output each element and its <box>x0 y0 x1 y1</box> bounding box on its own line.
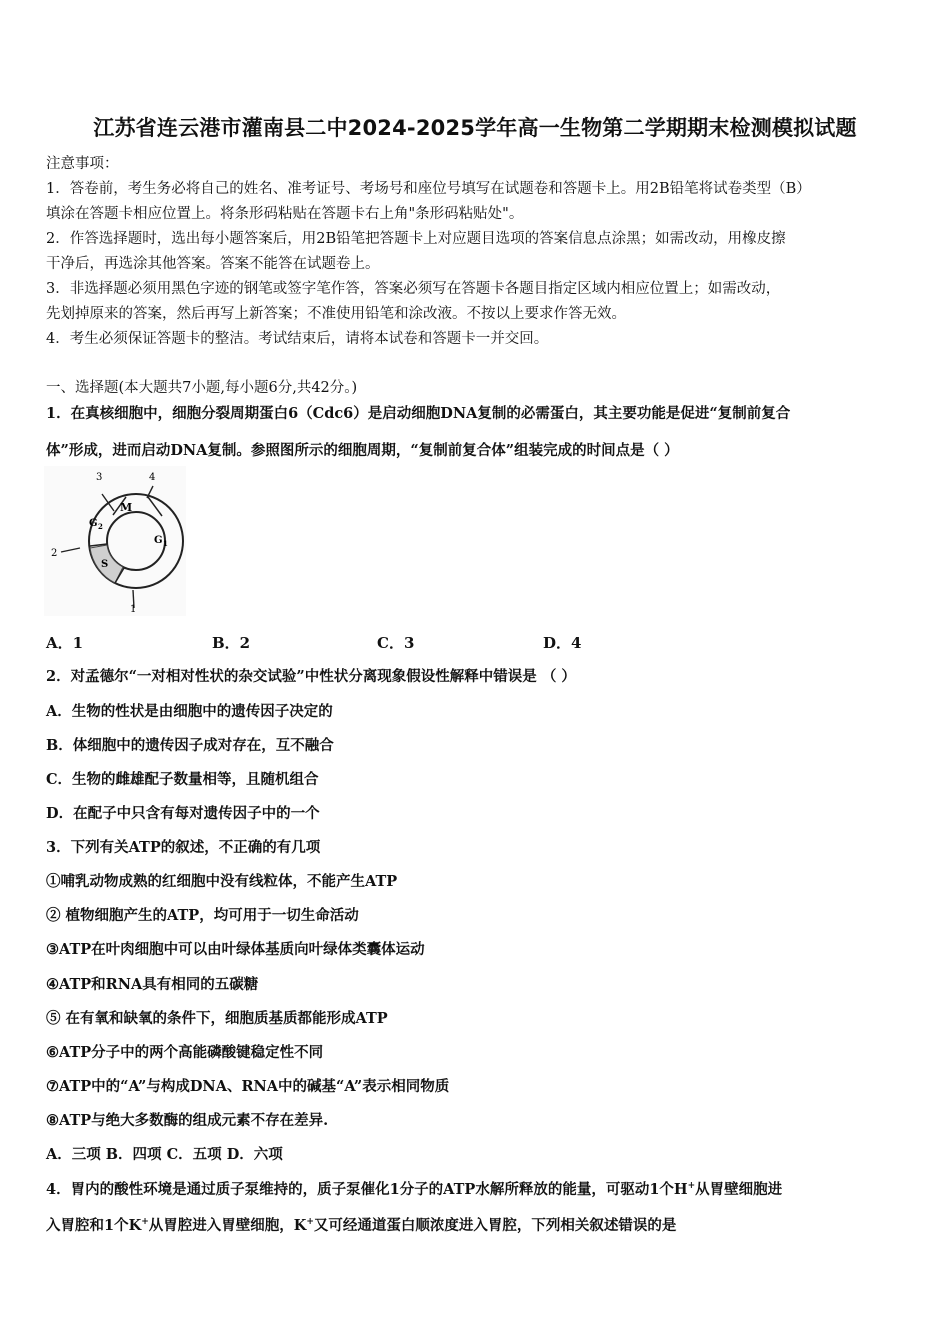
notice-heading: 注意事项： <box>46 156 119 172</box>
question-3-stem: 3．下列有关ATP的叙述，不正确的有几项 <box>46 839 321 856</box>
label-M: M <box>120 501 133 514</box>
question-3-item: ①哺乳动物成熟的红细胞中没有线粒体，不能产生ATP <box>46 873 398 890</box>
superscript-plus: + <box>306 1217 314 1228</box>
notice-line: 先划掉原来的答案，然后再写上新答案；不准使用铅笔和涂改液。不按以上要求作答无效。 <box>46 306 626 322</box>
question-3-item: ③ATP在叶肉细胞中可以由叶绿体基质向叶绿体类囊体运动 <box>46 941 425 958</box>
question-3-item: ② 植物细胞产生的ATP，均可用于一切生命活动 <box>46 907 359 924</box>
notice-line: 填涂在答题卡相应位置上。将条形码粘贴在答题卡右上角"条形码粘贴处"。 <box>46 206 524 222</box>
label-S: S <box>101 559 109 570</box>
question-4-text: 入胃腔和1个K <box>46 1217 142 1234</box>
question-3-item: ④ATP和RNA具有相同的五碳糖 <box>46 976 259 993</box>
question-2-option-c[interactable]: C．生物的雌雄配子数量相等，且随机组合 <box>46 771 319 788</box>
notice-line: 4．考生必须保证答题卡的整洁。考试结束后，请将本试卷和答题卡一并交回。 <box>46 331 549 347</box>
label-4: 4 <box>149 472 156 483</box>
question-1-option-d[interactable]: D．4 <box>543 634 582 652</box>
section-heading: 一、选择题(本大题共7小题,每小题6分,共42分。) <box>46 380 358 396</box>
question-3-item: ⑧ATP与绝大多数酶的组成元素不存在差异. <box>46 1112 329 1129</box>
question-1-option-a[interactable]: A．1 <box>46 634 84 652</box>
question-3-options[interactable]: A．三项 B．四项 C．五项 D．六项 <box>46 1146 283 1163</box>
question-2-option-d[interactable]: D．在配子中只含有每对遗传因子中的一个 <box>46 805 320 822</box>
label-G1-sub: 1 <box>163 539 168 548</box>
label-G2: G <box>89 518 98 529</box>
label-1: 1 <box>130 604 137 615</box>
question-1-stem-cont: 体”形成，进而启动DNA复制。参照图所示的细胞周期，“复制前复合体”组装完成的时间点是（ ） <box>46 442 679 459</box>
question-1-stem: 1．在真核细胞中，细胞分裂周期蛋白6（Cdc6）是启动细胞DNA复制的必需蛋白，其主要功能是促进“复制前复合 <box>46 405 791 422</box>
question-4-text: 又可经通道蛋白顺浓度进入胃腔，下列相关叙述错误的是 <box>313 1217 677 1234</box>
question-2-option-a[interactable]: A．生物的性状是由细胞中的遗传因子决定的 <box>46 703 333 720</box>
cell-cycle-diagram <box>44 466 186 616</box>
question-3-item: ⑥ATP分子中的两个高能磷酸键稳定性不同 <box>46 1044 324 1061</box>
notice-line: 3．非选择题必须用黑色字迹的钢笔或签字笔作答，答案必须写在答题卡各题目指定区域内相应位置上；如需改动， <box>46 281 781 297</box>
notice-line: 1．答卷前，考生务必将自己的姓名、准考证号、考场号和座位号填写在试题卷和答题卡上。用2B铅笔将试卷类型（B） <box>46 181 811 197</box>
question-1-option-c[interactable]: C．3 <box>377 634 415 652</box>
question-4-stem <box>46 1178 782 1199</box>
superscript-plus: + <box>141 1217 149 1228</box>
notice-line: 干净后，再选涂其他答案。答案不能答在试题卷上。 <box>46 256 380 272</box>
label-3: 3 <box>96 472 103 483</box>
question-4-stem-cont <box>46 1214 676 1235</box>
label-2: 2 <box>51 548 58 559</box>
label-G2-sub: 2 <box>98 522 103 531</box>
question-1-option-b[interactable]: B．2 <box>212 634 251 652</box>
superscript-plus: + <box>687 1181 696 1192</box>
question-4-text: 从胃腔进入胃壁细胞，K <box>148 1217 307 1234</box>
question-4-text: 4．胃内的酸性环境是通过质子泵维持的，质子泵催化1分子的ATP水解所释放的能量，可驱动1个H <box>46 1181 688 1198</box>
notice-line: 2．作答选择题时，选出每小题答案后，用2B铅笔把答题卡上对应题目选项的答案信息点涂黑；如需改动，用橡皮擦 <box>46 231 786 247</box>
label-G1: G <box>154 535 163 546</box>
question-2-stem: 2．对孟德尔“一对相对性状的杂交试验”中性状分离现象假设性解释中错误是 （ ） <box>46 668 576 685</box>
question-4-text: 从胃壁细胞进 <box>695 1181 783 1198</box>
page-title: 江苏省连云港市灌南县二中2024-2025学年高一生物第二学期期末检测模拟试题 <box>93 116 857 140</box>
question-2-option-b[interactable]: B．体细胞中的遗传因子成对存在，互不融合 <box>46 737 334 754</box>
question-3-item: ⑦ATP中的“A”与构成DNA、RNA中的碱基“A”表示相同物质 <box>46 1078 450 1095</box>
question-3-item: ⑤ 在有氧和缺氧的条件下，细胞质基质都能形成ATP <box>46 1010 388 1027</box>
